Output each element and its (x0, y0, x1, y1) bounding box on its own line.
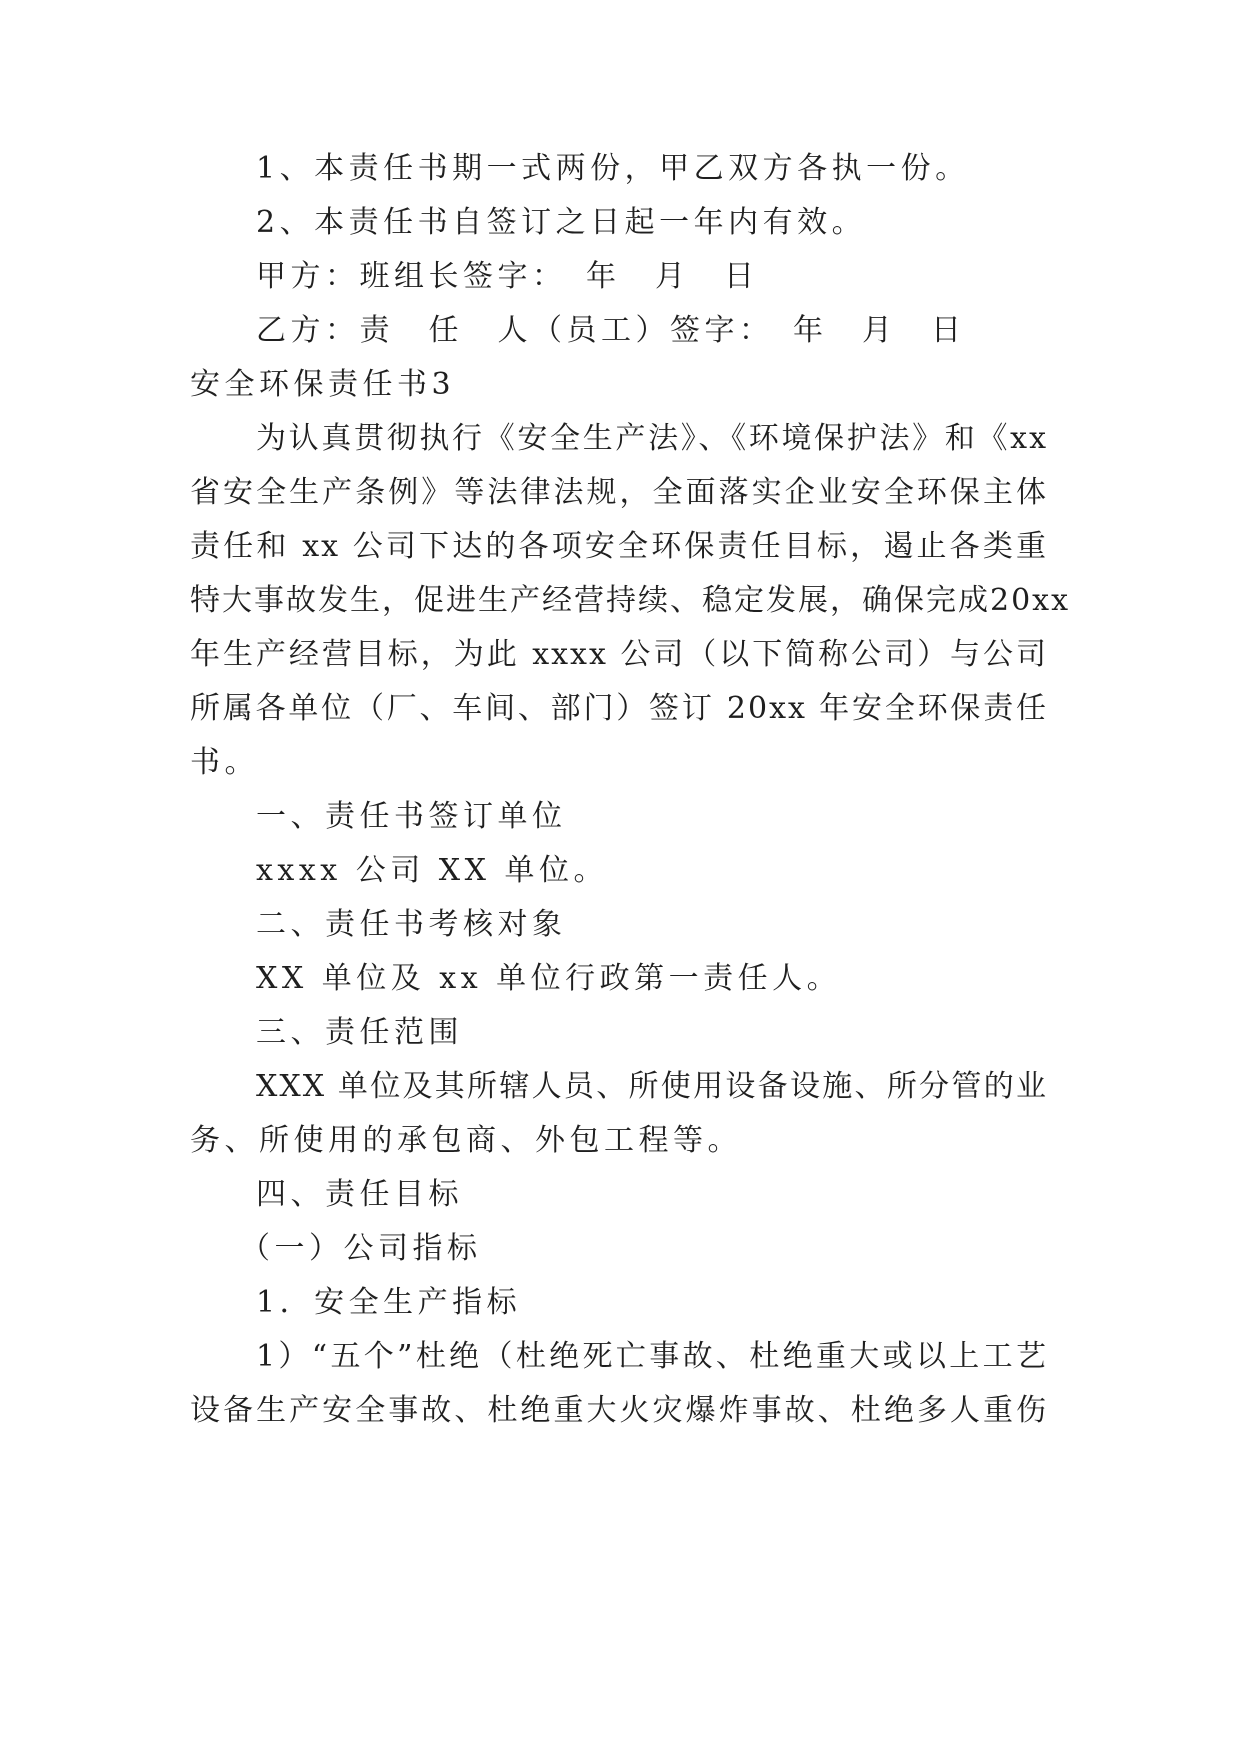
paragraph-line: 年生产经营目标，为此 xxxx 公司（以下简称公司）与公司 (190, 637, 1048, 672)
clause-validity: 2、本责任书自签订之日起一年内有效。 (256, 205, 867, 240)
heading-signing-unit: 一、责任书签订单位 (256, 799, 567, 834)
scope-text-line: XXX 单位及其所辖人员、所使用设备设施、所分管的业 (256, 1069, 1048, 1104)
paragraph-line: 书。 (190, 745, 259, 780)
indicator-text-line: 1）“五个”杜绝（杜绝死亡事故、杜绝重大或以上工艺 (256, 1339, 1048, 1374)
paragraph-line: 为认真贯彻执行《安全生产法》、《环境保护法》和《xx (256, 421, 1048, 456)
party-b-signature-line: 乙方：责 任 人（员工）签字： 年 月 日 (256, 313, 966, 348)
heading-assessment-target: 二、责任书考核对象 (256, 907, 567, 942)
paragraph-line: 省安全生产条例》等法律法规，全面落实企业安全环保主体 (190, 475, 1048, 510)
subheading-company-indicators: （一）公司指标 (240, 1231, 482, 1266)
signing-unit-text: xxxx 公司 XX 单位。 (256, 853, 608, 888)
party-a-signature-line: 甲方：班组长签字： 年 月 日 (256, 259, 759, 294)
paragraph-line: 特大事故发生，促进生产经营持续、稳定发展，确保完成20xx (190, 583, 1071, 618)
indicator-text-line: 设备生产安全事故、杜绝重大火灾爆炸事故、杜绝多人重伤 (190, 1393, 1048, 1428)
assessment-target-text: XX 单位及 xx 单位行政第一责任人。 (256, 961, 842, 996)
scope-text-line: 务、所使用的承包商、外包工程等。 (190, 1123, 742, 1158)
subheading-safety-indicators: 1．安全生产指标 (256, 1285, 522, 1320)
paragraph-line: 所属各单位（厂、车间、部门）签订 20xx 年安全环保责任 (190, 691, 1048, 726)
clause-copies: 1、本责任书期一式两份，甲乙双方各执一份。 (256, 151, 970, 186)
section-title: 安全环保责任书3 (190, 367, 456, 402)
heading-responsibility-goals: 四、责任目标 (256, 1177, 463, 1212)
heading-responsibility-scope: 三、责任范围 (256, 1015, 463, 1050)
paragraph-line: 责任和 xx 公司下达的各项安全环保责任目标，遏止各类重 (190, 529, 1048, 564)
